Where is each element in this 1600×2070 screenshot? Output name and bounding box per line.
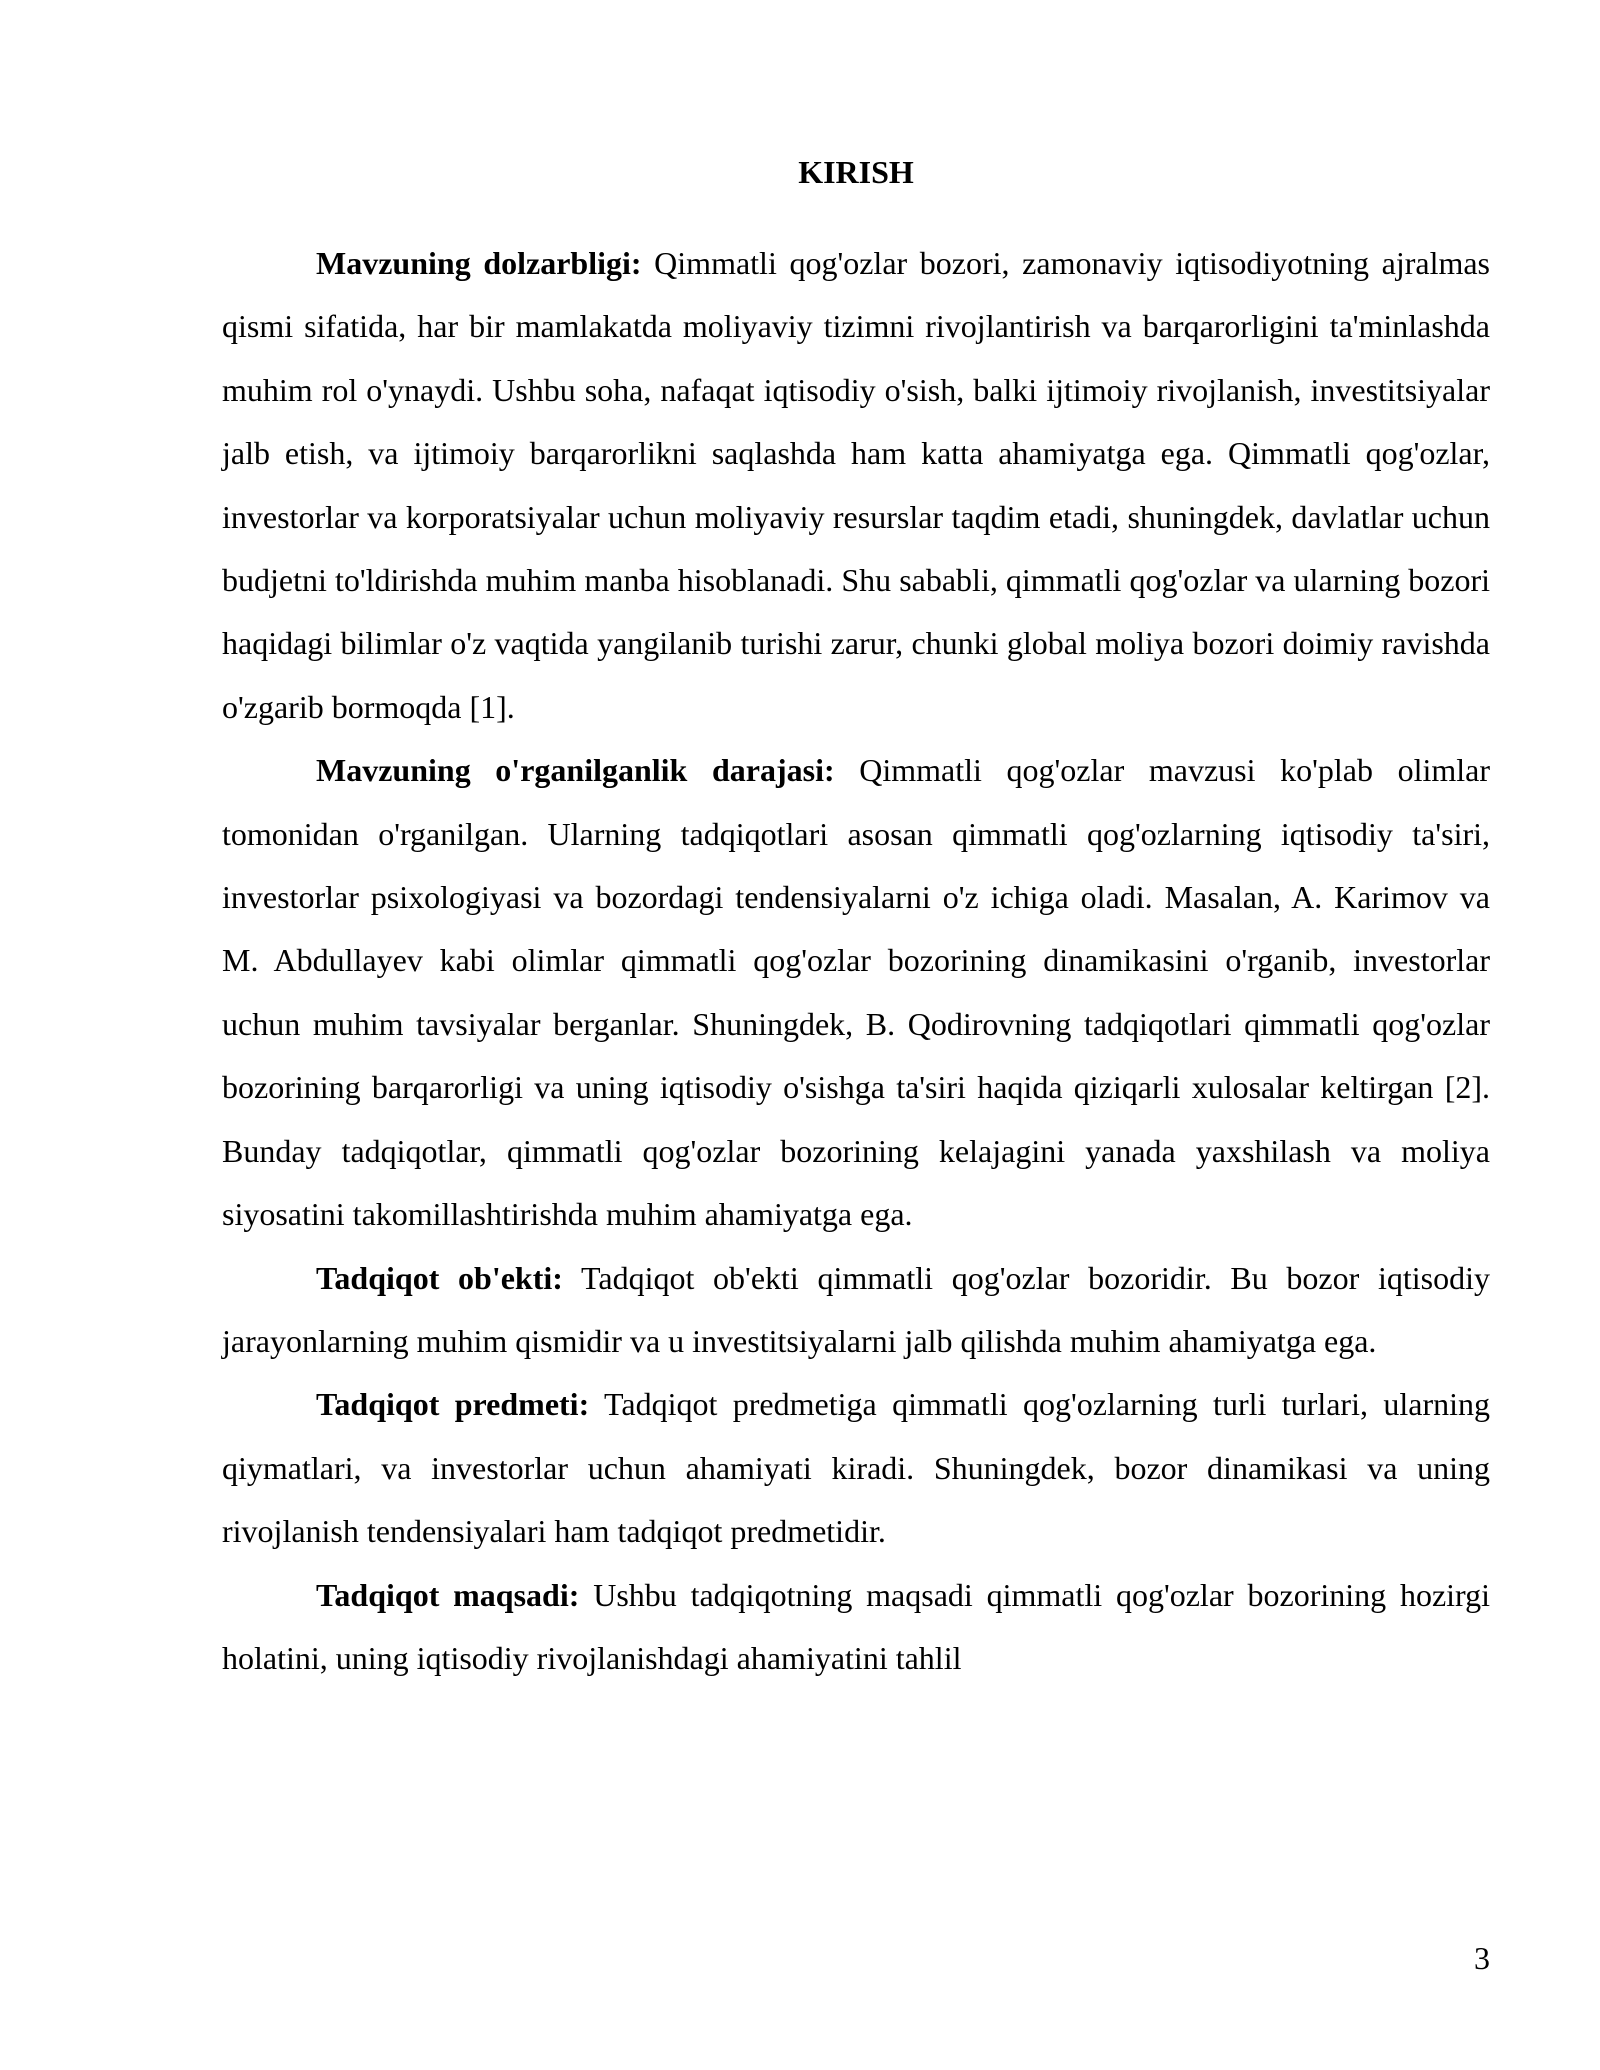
page-number: 3 [1474,1940,1490,1976]
paragraph-predmeti [222,1373,1490,1563]
paragraph-label: Mavzuning o'rganilganlik darajasi: [316,752,835,789]
document-body [222,232,1490,1690]
paragraph-text: Ushbu tadqiqotning maqsadi qimmatli qog'ozlar bozorining hozirgi holatini, uning iqtisodiy rivojlanishdagi ahamiyatini tahlil [222,1576,1491,1676]
paragraph-label: Tadqiqot predmeti: [316,1386,590,1423]
paragraph-text: Qimmatli qog'ozlar mavzusi ko'plab olimlar tomonidan o'rganilgan. Ularning tadqiqotlari asosan qimmatli qog'ozlarning iqtisodiy ta'siri, investorlar psixologiyasi va bozordagi tendensiyalarni o'z ichiga oladi. Masalan, A. Karimov va M. Abdullayev kabi olimlar qimmatli qog'ozlar bozorining dinamikasini o'rganib, investorlar uchun muhim tavsiyalar berganlar. Shuningdek, B. Qodirovning tadqiqotlari qimmatli qog'ozlar bozorining barqarorligi va uning iqtisodiy o'sishga ta'siri haqida qiziqarli xulosalar keltirgan [2]. Bunday tadqiqotlar, qimmatli qog'ozlar bozorining kelajagini yanada yaxshilash va moliya siyosatini takomillashtirishda muhim ahamiyatga ega. [222,752,1491,1233]
paragraph-label: Tadqiqot maqsadi: [316,1576,580,1613]
paragraph-text: Tadqiqot ob'ekti qimmatli qog'ozlar bozoridir. Bu bozor iqtisodiy jarayonlarning muhim qismidir va u investitsiyalarni jalb qilishda muhim ahamiyatga ega. [222,1259,1491,1359]
paragraph-text: Qimmatli qog'ozlar bozori, zamonaviy iqtisodiyotning ajralmas qismi sifatida, har bir mamlakatda moliyaviy tizimni rivojlantirish va barqarorligini ta'minlashda muhim rol o'ynaydi. Ushbu soha, nafaqat iqtisodiy o'sish, balki ijtimoiy rivojlanish, investitsiyalar jalb etish, va ijtimoiy barqarorlikni saqlashda ham katta ahamiyatga ega. Qimmatli qog'ozlar, investorlar va korporatsiyalar uchun moliyaviy resurslar taqdim etadi, shuningdek, davlatlar uchun budjetni to'ldirishda muhim manba hisoblanadi. Shu sababli, qimmatli qog'ozlar va ularning bozori haqidagi bilimlar o'z vaqtida yangilanib turishi zarur, chunki global moliya bozori doimiy ravishda o'zgarib bormoqda [1]. [222,245,1491,725]
paragraph-maqsadi [222,1564,1490,1691]
paragraph-obekti [222,1247,1490,1374]
paragraph-organilganlik [222,739,1490,1246]
paragraph-dolzarbligi [222,232,1490,739]
paragraph-text: Tadqiqot predmetiga qimmatli qog'ozlarning turli turlari, ularning qiymatlari, va investorlar uchun ahamiyati kiradi. Shuningdek, bozor dinamikasi va uning rivojlanish tendensiyalari ham tadqiqot predmetidir. [222,1386,1491,1550]
paragraph-label: Tadqiqot ob'ekti: [316,1259,563,1296]
page-title: KIRISH [798,154,914,190]
paragraph-label: Mavzuning dolzarbligi: [316,245,642,281]
